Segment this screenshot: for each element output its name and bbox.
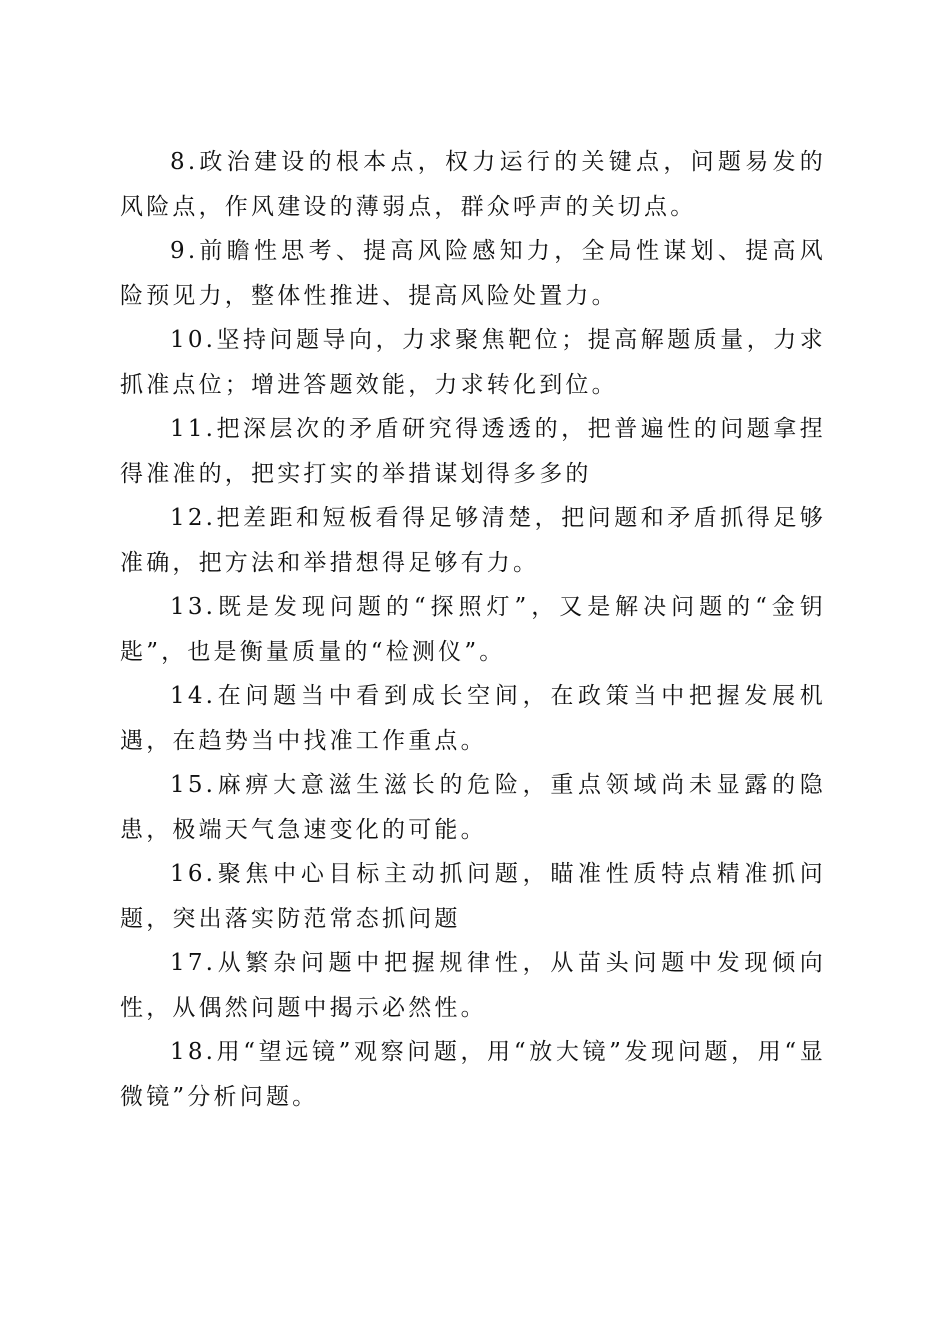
list-item-18: 18.用“望远镜”观察问题，用“放大镜”发现问题，用“显微镜”分析问题。 [120,1039,826,1110]
list-item-10: 10.坚持问题导向，力求聚焦靶位；提高解题质量，力求抓准点位；增进答题效能，力求转化到位。 [120,327,826,398]
list-item-16: 16.聚焦中心目标主动抓问题，瞄准性质特点精准抓问题，突出落实防范常态抓问题 [120,861,826,932]
list-item-9: 9.前瞻性思考、提高风险感知力，全局性谋划、提高风险预见力，整体性推进、提高风险处置力。 [120,238,826,309]
list-item-12: 12.把差距和短板看得足够清楚，把问题和矛盾抓得足够准确，把方法和举措想得足够有力。 [120,505,826,576]
list-item-15: 15.麻痹大意滋生滋长的危险，重点领域尚未显露的隐患，极端天气急速变化的可能。 [120,772,826,843]
list-item-11: 11.把深层次的矛盾研究得透透的，把普遍性的问题拿捏得准准的，把实打实的举措谋划得多多的 [120,416,826,487]
list-item-17: 17.从繁杂问题中把握规律性，从苗头问题中发现倾向性，从偶然问题中揭示必然性。 [120,950,826,1021]
list-item-13: 13.既是发现问题的“探照灯”，又是解决问题的“金钥匙”，也是衡量质量的“检测仪”。 [120,594,826,665]
document-body [120,140,826,1119]
list-item-14: 14.在问题当中看到成长空间，在政策当中把握发展机遇，在趋势当中找准工作重点。 [120,683,826,754]
list-item-8: 8.政治建设的根本点，权力运行的关键点，问题易发的风险点，作风建设的薄弱点，群众呼声的关切点。 [120,149,826,220]
